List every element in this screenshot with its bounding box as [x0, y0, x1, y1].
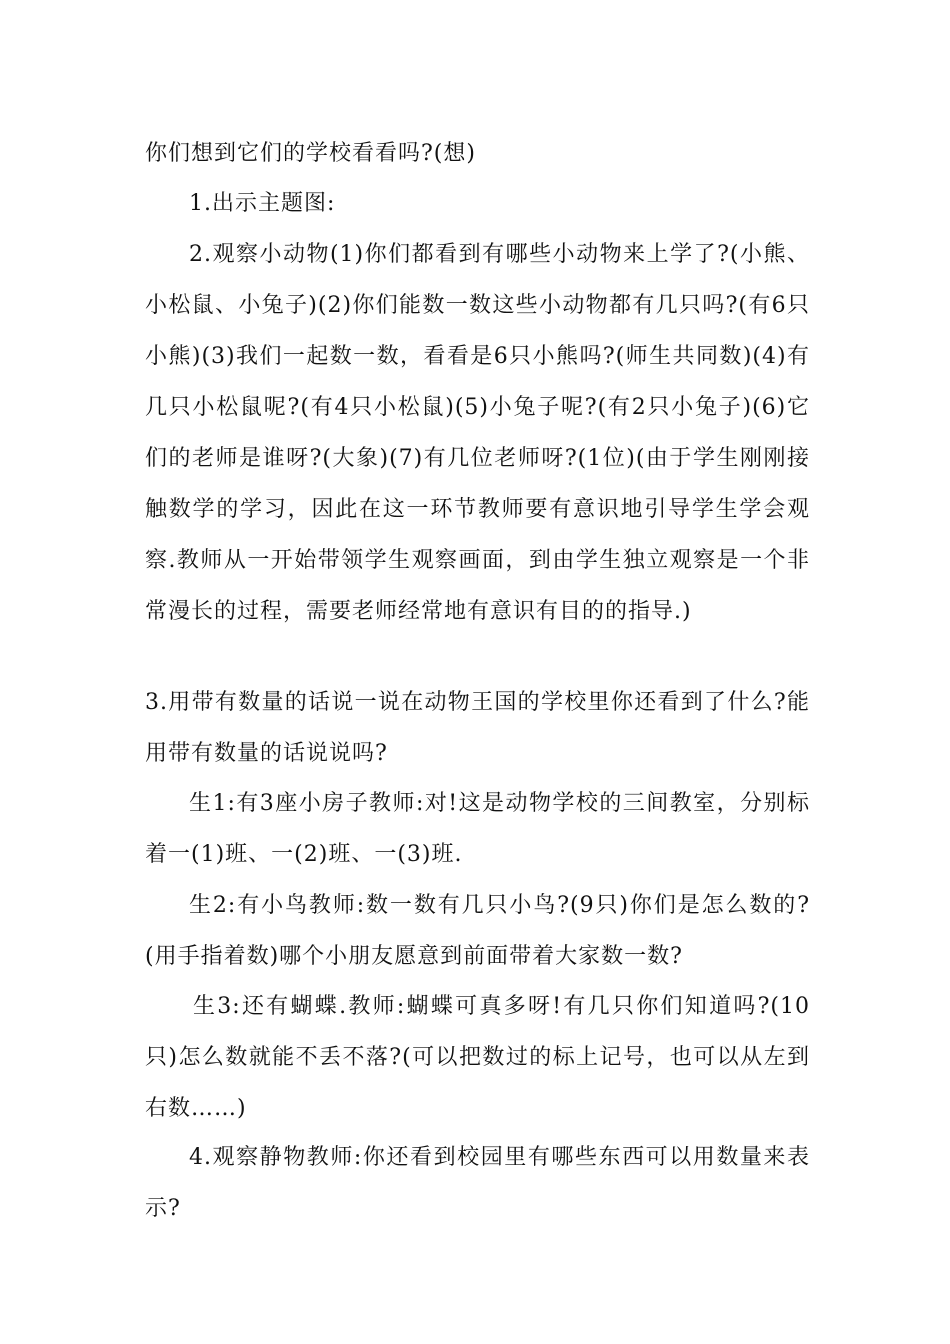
paragraph-student-3: 生3:还有蝴蝶.教师:蝴蝶可真多呀!有几只你们知道吗?(10只)怎么数就能不丢不落?(可以把数过的标上记号，也可以从左到右数……)	[145, 994, 810, 1121]
paragraph-intro-question: 你们想到它们的学校看看吗?(想)	[145, 141, 476, 166]
paragraph-student-2: 生2:有小鸟教师:数一数有几只小鸟?(9只)你们是怎么数的?(用手指着数)哪个小朋友愿意到前面带着大家数一数?	[145, 893, 810, 969]
paragraph-student-1: 生1:有3座小房子教师:对!这是动物学校的三间教室，分别标着一(1)班、一(2)班、一(3)班.	[145, 791, 810, 867]
paragraph-step-1: 1.出示主题图:	[189, 191, 336, 216]
paragraph-step-2: 2.观察小动物(1)你们都看到有哪些小动物来上学了?(小熊、小松鼠、小兔子)(2)你们能数一数这些小动物都有几只吗?(有6只小熊)(3)我们一起数一数，看看是6只小熊吗?(师生共同数)(4)有几只小松鼠呢?(有4只小松鼠)(5)小兔子呢?(有2只小兔子)(6)它们的老师是谁呀?(大象)(7)有几位老师呀?(1位)(由于学生刚刚接触数学的学习，因此在这一环节教师要有意识地引导学生学会观察.教师从一开始带领学生观察画面，到由学生独立观察是一个非常漫长的过程，需要老师经常地有意识有目的的指导.)	[145, 242, 810, 624]
paragraph-step-4: 4.观察静物教师:你还看到校园里有哪些东西可以用数量来表示?	[145, 1145, 810, 1221]
paragraph-step-3: 3.用带有数量的话说一说在动物王国的学校里你还看到了什么?能用带有数量的话说说吗?	[145, 690, 810, 766]
